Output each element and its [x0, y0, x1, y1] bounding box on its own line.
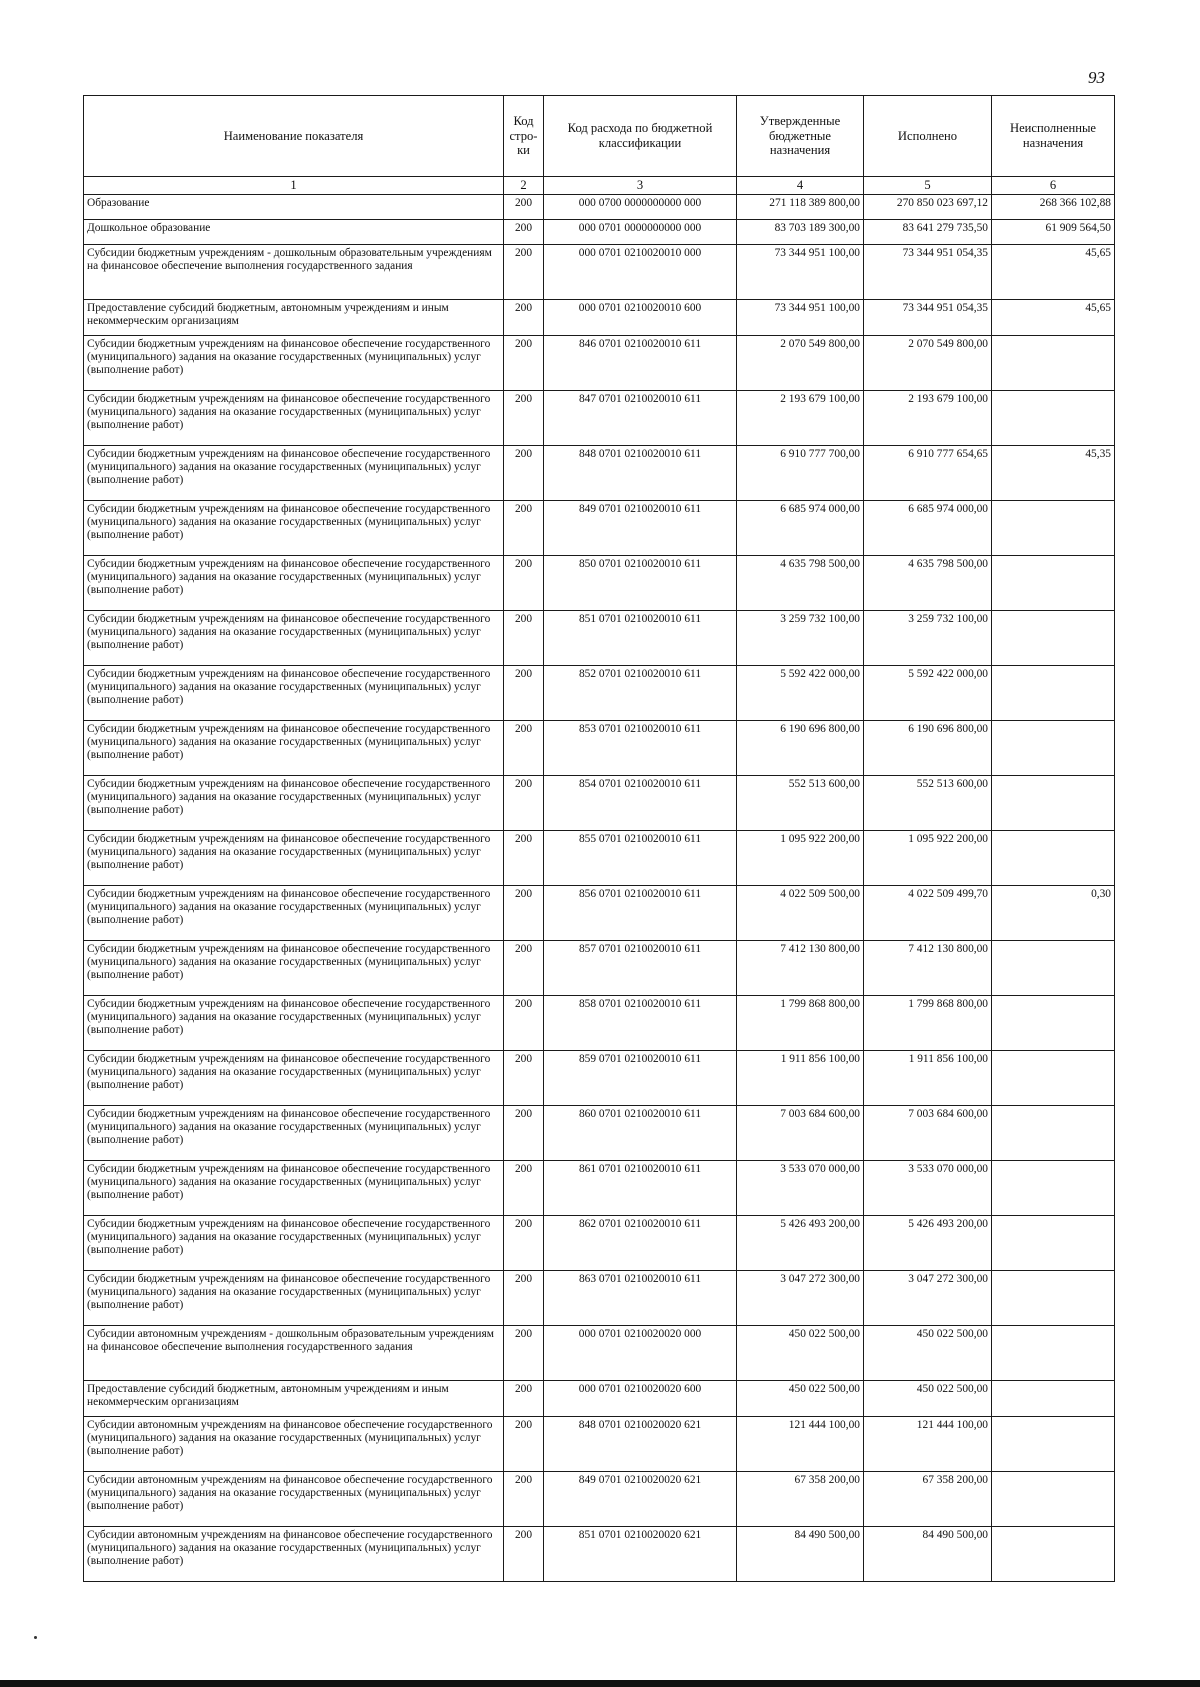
table-row	[84, 941, 1115, 996]
column-number: 4	[737, 177, 864, 195]
table-row	[84, 611, 1115, 666]
row-unexecuted-cell	[992, 1472, 1115, 1527]
row-unexecuted-cell	[992, 611, 1115, 666]
row-unexecuted-cell	[992, 1527, 1115, 1582]
table-header-row	[84, 96, 1115, 177]
row-unexecuted-cell: 61 909 564,50	[992, 220, 1115, 245]
row-approved-cell: 84 490 500,00	[737, 1527, 864, 1582]
row-approved-cell: 73 344 951 100,00	[737, 245, 864, 300]
row-name-cell: Субсидии бюджетным учреждениям на финансовое обеспечение государственного (муниципального) задания на оказание государственных (муниципальных) услуг (выполнение работ)	[84, 941, 504, 996]
row-expense-code-cell: 850 0701 0210020010 611	[544, 556, 737, 611]
table-row	[84, 245, 1115, 300]
row-executed-cell: 73 344 951 054,35	[864, 300, 992, 336]
row-name-cell: Субсидии бюджетным учреждениям на финансовое обеспечение государственного (муниципального) задания на оказание государственных (муниципальных) услуг (выполнение работ)	[84, 776, 504, 831]
row-unexecuted-cell	[992, 996, 1115, 1051]
row-unexecuted-cell: 45,65	[992, 300, 1115, 336]
row-expense-code-cell: 863 0701 0210020010 611	[544, 1271, 737, 1326]
row-unexecuted-cell	[992, 1051, 1115, 1106]
row-name-cell: Субсидии бюджетным учреждениям на финансовое обеспечение государственного (муниципального) задания на оказание государственных (муниципальных) услуг (выполнение работ)	[84, 1271, 504, 1326]
row-name-cell: Субсидии бюджетным учреждениям на финансовое обеспечение государственного (муниципального) задания на оказание государственных (муниципальных) услуг (выполнение работ)	[84, 1216, 504, 1271]
row-line-code-cell: 200	[504, 1472, 544, 1527]
row-unexecuted-cell	[992, 391, 1115, 446]
row-name-cell: Субсидии бюджетным учреждениям на финансовое обеспечение государственного (муниципального) задания на оказание государственных (муниципальных) услуг (выполнение работ)	[84, 1161, 504, 1216]
row-unexecuted-cell	[992, 501, 1115, 556]
row-name-cell: Субсидии бюджетным учреждениям на финансовое обеспечение государственного (муниципального) задания на оказание государственных (муниципальных) услуг (выполнение работ)	[84, 996, 504, 1051]
row-name-cell: Субсидии автономным учреждениям на финансовое обеспечение государственного (муниципального) задания на оказание государственных (муниципальных) услуг (выполнение работ)	[84, 1472, 504, 1527]
row-approved-cell: 3 047 272 300,00	[737, 1271, 864, 1326]
table-row	[84, 1216, 1115, 1271]
row-unexecuted-cell: 45,35	[992, 446, 1115, 501]
page-number: 93	[1088, 68, 1105, 87]
column-number: 3	[544, 177, 737, 195]
row-unexecuted-cell	[992, 666, 1115, 721]
row-expense-code-cell: 856 0701 0210020010 611	[544, 886, 737, 941]
column-number: 6	[992, 177, 1115, 195]
row-line-code-cell: 200	[504, 886, 544, 941]
row-executed-cell: 6 190 696 800,00	[864, 721, 992, 776]
column-number-row	[84, 177, 1115, 195]
row-line-code-cell: 200	[504, 1271, 544, 1326]
row-line-code-cell: 200	[504, 1527, 544, 1582]
row-executed-cell: 3 047 272 300,00	[864, 1271, 992, 1326]
row-name-cell: Субсидии автономным учреждениям на финансовое обеспечение государственного (муниципального) задания на оказание государственных (муниципальных) услуг (выполнение работ)	[84, 1417, 504, 1472]
row-line-code-cell: 200	[504, 1381, 544, 1417]
row-executed-cell: 450 022 500,00	[864, 1381, 992, 1417]
budget-execution-table	[83, 95, 1115, 1582]
row-unexecuted-cell: 268 366 102,88	[992, 195, 1115, 220]
row-name-cell: Субсидии автономным учреждениям на финансовое обеспечение государственного (муниципального) задания на оказание государственных (муниципальных) услуг (выполнение работ)	[84, 1527, 504, 1582]
row-unexecuted-cell	[992, 776, 1115, 831]
row-approved-cell: 5 426 493 200,00	[737, 1216, 864, 1271]
row-line-code-cell: 200	[504, 300, 544, 336]
row-line-code-cell: 200	[504, 941, 544, 996]
row-expense-code-cell: 849 0701 0210020020 621	[544, 1472, 737, 1527]
row-unexecuted-cell	[992, 1271, 1115, 1326]
row-approved-cell: 3 533 070 000,00	[737, 1161, 864, 1216]
row-line-code-cell: 200	[504, 721, 544, 776]
row-unexecuted-cell	[992, 721, 1115, 776]
row-line-code-cell: 200	[504, 1161, 544, 1216]
row-line-code-cell: 200	[504, 556, 544, 611]
row-approved-cell: 1 095 922 200,00	[737, 831, 864, 886]
row-expense-code-cell: 858 0701 0210020010 611	[544, 996, 737, 1051]
row-expense-code-cell: 853 0701 0210020010 611	[544, 721, 737, 776]
row-line-code-cell: 200	[504, 611, 544, 666]
row-expense-code-cell: 854 0701 0210020010 611	[544, 776, 737, 831]
row-unexecuted-cell	[992, 1216, 1115, 1271]
row-name-cell: Образование	[84, 195, 504, 220]
row-name-cell: Субсидии бюджетным учреждениям на финансовое обеспечение государственного (муниципального) задания на оказание государственных (муниципальных) услуг (выполнение работ)	[84, 336, 504, 391]
row-executed-cell: 270 850 023 697,12	[864, 195, 992, 220]
row-executed-cell: 4 022 509 499,70	[864, 886, 992, 941]
row-unexecuted-cell	[992, 1381, 1115, 1417]
row-expense-code-cell: 851 0701 0210020010 611	[544, 611, 737, 666]
row-approved-cell: 73 344 951 100,00	[737, 300, 864, 336]
row-executed-cell: 1 095 922 200,00	[864, 831, 992, 886]
row-approved-cell: 1 911 856 100,00	[737, 1051, 864, 1106]
table-row	[84, 336, 1115, 391]
row-unexecuted-cell	[992, 1106, 1115, 1161]
row-approved-cell: 2 193 679 100,00	[737, 391, 864, 446]
row-approved-cell: 4 635 798 500,00	[737, 556, 864, 611]
row-name-cell: Субсидии бюджетным учреждениям - дошкольным образовательным учреждениям на финансовое обеспечение выполнения государственного задания	[84, 245, 504, 300]
row-executed-cell: 7 412 130 800,00	[864, 941, 992, 996]
table-row	[84, 300, 1115, 336]
table-row	[84, 1271, 1115, 1326]
row-approved-cell: 67 358 200,00	[737, 1472, 864, 1527]
row-unexecuted-cell	[992, 1161, 1115, 1216]
row-name-cell: Субсидии бюджетным учреждениям на финансовое обеспечение государственного (муниципального) задания на оказание государственных (муниципальных) услуг (выполнение работ)	[84, 666, 504, 721]
table-row	[84, 195, 1115, 220]
row-expense-code-cell: 000 0701 0210020010 600	[544, 300, 737, 336]
row-expense-code-cell: 851 0701 0210020020 621	[544, 1527, 737, 1582]
table-row	[84, 1381, 1115, 1417]
row-expense-code-cell: 848 0701 0210020020 621	[544, 1417, 737, 1472]
table-row	[84, 1527, 1115, 1582]
row-line-code-cell: 200	[504, 1106, 544, 1161]
row-expense-code-cell: 862 0701 0210020010 611	[544, 1216, 737, 1271]
row-approved-cell: 2 070 549 800,00	[737, 336, 864, 391]
row-unexecuted-cell	[992, 831, 1115, 886]
row-line-code-cell: 200	[504, 501, 544, 556]
row-expense-code-cell: 000 0701 0000000000 000	[544, 220, 737, 245]
row-executed-cell: 5 592 422 000,00	[864, 666, 992, 721]
row-executed-cell: 6 910 777 654,65	[864, 446, 992, 501]
header-expense-code: Код расхода по бюджетной классификации	[544, 96, 737, 177]
row-approved-cell: 7 003 684 600,00	[737, 1106, 864, 1161]
row-expense-code-cell: 848 0701 0210020010 611	[544, 446, 737, 501]
row-name-cell: Субсидии бюджетным учреждениям на финансовое обеспечение государственного (муниципального) задания на оказание государственных (муниципальных) услуг (выполнение работ)	[84, 556, 504, 611]
row-expense-code-cell: 847 0701 0210020010 611	[544, 391, 737, 446]
row-line-code-cell: 200	[504, 446, 544, 501]
column-number: 5	[864, 177, 992, 195]
row-approved-cell: 552 513 600,00	[737, 776, 864, 831]
row-line-code-cell: 200	[504, 245, 544, 300]
row-unexecuted-cell: 45,65	[992, 245, 1115, 300]
row-expense-code-cell: 846 0701 0210020010 611	[544, 336, 737, 391]
row-approved-cell: 121 444 100,00	[737, 1417, 864, 1472]
table-row	[84, 1051, 1115, 1106]
row-executed-cell: 121 444 100,00	[864, 1417, 992, 1472]
row-executed-cell: 552 513 600,00	[864, 776, 992, 831]
row-line-code-cell: 200	[504, 195, 544, 220]
table-row	[84, 1106, 1115, 1161]
table-row	[84, 886, 1115, 941]
row-name-cell: Субсидии бюджетным учреждениям на финансовое обеспечение государственного (муниципального) задания на оказание государственных (муниципальных) услуг (выполнение работ)	[84, 501, 504, 556]
row-line-code-cell: 200	[504, 831, 544, 886]
table-row	[84, 666, 1115, 721]
header-approved: Утвержденные бюджетные назначения	[737, 96, 864, 177]
row-executed-cell: 2 070 549 800,00	[864, 336, 992, 391]
row-expense-code-cell: 849 0701 0210020010 611	[544, 501, 737, 556]
row-approved-cell: 3 259 732 100,00	[737, 611, 864, 666]
table-row	[84, 831, 1115, 886]
header-executed: Исполнено	[864, 96, 992, 177]
row-line-code-cell: 200	[504, 220, 544, 245]
header-indicator-name: Наименование показателя	[84, 96, 504, 177]
row-name-cell: Субсидии бюджетным учреждениям на финансовое обеспечение государственного (муниципального) задания на оказание государственных (муниципальных) услуг (выполнение работ)	[84, 1051, 504, 1106]
table-row	[84, 446, 1115, 501]
row-executed-cell: 83 641 279 735,50	[864, 220, 992, 245]
row-approved-cell: 271 118 389 800,00	[737, 195, 864, 220]
row-name-cell: Субсидии бюджетным учреждениям на финансовое обеспечение государственного (муниципального) задания на оказание государственных (муниципальных) услуг (выполнение работ)	[84, 611, 504, 666]
scan-dot	[34, 1636, 37, 1639]
row-name-cell: Субсидии бюджетным учреждениям на финансовое обеспечение государственного (муниципального) задания на оказание государственных (муниципальных) услуг (выполнение работ)	[84, 391, 504, 446]
row-approved-cell: 5 592 422 000,00	[737, 666, 864, 721]
row-unexecuted-cell: 0,30	[992, 886, 1115, 941]
table-row	[84, 996, 1115, 1051]
row-approved-cell: 7 412 130 800,00	[737, 941, 864, 996]
row-expense-code-cell: 857 0701 0210020010 611	[544, 941, 737, 996]
row-expense-code-cell: 000 0700 0000000000 000	[544, 195, 737, 220]
table-row	[84, 1326, 1115, 1381]
row-approved-cell: 1 799 868 800,00	[737, 996, 864, 1051]
row-name-cell: Субсидии бюджетным учреждениям на финансовое обеспечение государственного (муниципального) задания на оказание государственных (муниципальных) услуг (выполнение работ)	[84, 1106, 504, 1161]
row-executed-cell: 2 193 679 100,00	[864, 391, 992, 446]
row-line-code-cell: 200	[504, 391, 544, 446]
row-expense-code-cell: 000 0701 0210020020 000	[544, 1326, 737, 1381]
row-line-code-cell: 200	[504, 336, 544, 391]
row-line-code-cell: 200	[504, 1051, 544, 1106]
row-executed-cell: 5 426 493 200,00	[864, 1216, 992, 1271]
row-executed-cell: 67 358 200,00	[864, 1472, 992, 1527]
row-name-cell: Субсидии бюджетным учреждениям на финансовое обеспечение государственного (муниципального) задания на оказание государственных (муниципальных) услуг (выполнение работ)	[84, 721, 504, 776]
table-row	[84, 1161, 1115, 1216]
row-unexecuted-cell	[992, 336, 1115, 391]
row-name-cell: Предоставление субсидий бюджетным, автономным учреждениям и иным некоммерческим организациям	[84, 300, 504, 336]
row-executed-cell: 7 003 684 600,00	[864, 1106, 992, 1161]
row-approved-cell: 6 910 777 700,00	[737, 446, 864, 501]
header-line-code: Код стро-ки	[504, 96, 544, 177]
row-unexecuted-cell	[992, 1417, 1115, 1472]
row-approved-cell: 6 685 974 000,00	[737, 501, 864, 556]
row-line-code-cell: 200	[504, 776, 544, 831]
row-unexecuted-cell	[992, 556, 1115, 611]
table-row	[84, 721, 1115, 776]
row-executed-cell: 4 635 798 500,00	[864, 556, 992, 611]
table-row	[84, 776, 1115, 831]
table-row	[84, 1417, 1115, 1472]
table-row	[84, 501, 1115, 556]
row-executed-cell: 3 259 732 100,00	[864, 611, 992, 666]
row-approved-cell: 450 022 500,00	[737, 1326, 864, 1381]
row-expense-code-cell: 860 0701 0210020010 611	[544, 1106, 737, 1161]
row-line-code-cell: 200	[504, 1326, 544, 1381]
row-expense-code-cell: 000 0701 0210020020 600	[544, 1381, 737, 1417]
column-number: 1	[84, 177, 504, 195]
row-approved-cell: 83 703 189 300,00	[737, 220, 864, 245]
row-name-cell: Субсидии бюджетным учреждениям на финансовое обеспечение государственного (муниципального) задания на оказание государственных (муниципальных) услуг (выполнение работ)	[84, 886, 504, 941]
row-executed-cell: 1 911 856 100,00	[864, 1051, 992, 1106]
row-executed-cell: 73 344 951 054,35	[864, 245, 992, 300]
row-unexecuted-cell	[992, 1326, 1115, 1381]
row-unexecuted-cell	[992, 941, 1115, 996]
scan-bottom-edge	[0, 1680, 1200, 1687]
table-row	[84, 391, 1115, 446]
row-executed-cell: 6 685 974 000,00	[864, 501, 992, 556]
header-unexecuted: Неисполненные назначения	[992, 96, 1115, 177]
row-name-cell: Дошкольное образование	[84, 220, 504, 245]
column-number: 2	[504, 177, 544, 195]
row-approved-cell: 450 022 500,00	[737, 1381, 864, 1417]
row-line-code-cell: 200	[504, 666, 544, 721]
row-expense-code-cell: 855 0701 0210020010 611	[544, 831, 737, 886]
table-row	[84, 556, 1115, 611]
row-expense-code-cell: 861 0701 0210020010 611	[544, 1161, 737, 1216]
row-executed-cell: 3 533 070 000,00	[864, 1161, 992, 1216]
table-row	[84, 220, 1115, 245]
row-line-code-cell: 200	[504, 996, 544, 1051]
row-name-cell: Предоставление субсидий бюджетным, автономным учреждениям и иным некоммерческим организациям	[84, 1381, 504, 1417]
row-expense-code-cell: 852 0701 0210020010 611	[544, 666, 737, 721]
row-name-cell: Субсидии бюджетным учреждениям на финансовое обеспечение государственного (муниципального) задания на оказание государственных (муниципальных) услуг (выполнение работ)	[84, 446, 504, 501]
table-row	[84, 1472, 1115, 1527]
row-executed-cell: 1 799 868 800,00	[864, 996, 992, 1051]
table-body	[84, 195, 1115, 1582]
row-name-cell: Субсидии автономным учреждениям - дошкольным образовательным учреждениям на финансовое обеспечение выполнения государственного задания	[84, 1326, 504, 1381]
row-line-code-cell: 200	[504, 1216, 544, 1271]
row-executed-cell: 450 022 500,00	[864, 1326, 992, 1381]
row-expense-code-cell: 000 0701 0210020010 000	[544, 245, 737, 300]
row-expense-code-cell: 859 0701 0210020010 611	[544, 1051, 737, 1106]
row-line-code-cell: 200	[504, 1417, 544, 1472]
row-approved-cell: 4 022 509 500,00	[737, 886, 864, 941]
row-approved-cell: 6 190 696 800,00	[737, 721, 864, 776]
row-executed-cell: 84 490 500,00	[864, 1527, 992, 1582]
row-name-cell: Субсидии бюджетным учреждениям на финансовое обеспечение государственного (муниципального) задания на оказание государственных (муниципальных) услуг (выполнение работ)	[84, 831, 504, 886]
